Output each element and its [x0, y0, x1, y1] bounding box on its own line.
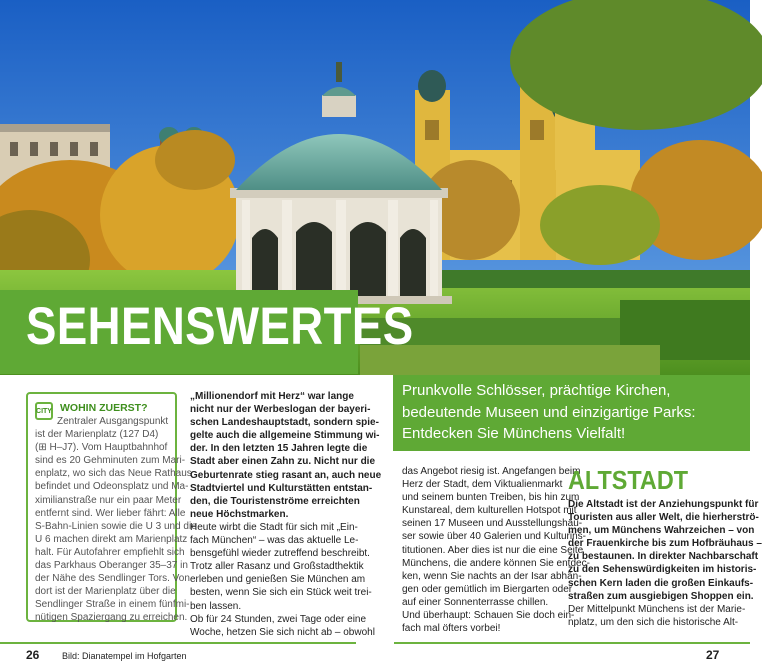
- text-line: Touristen aus aller Welt, die hierherströ-: [568, 512, 759, 524]
- text-line: und seinem bunten Treiben, bis hin zum: [402, 492, 580, 504]
- headline-line: Entdecken Sie Münchens Vielfalt!: [402, 425, 626, 442]
- altstadt-heading: ALTSTADT: [568, 465, 689, 495]
- text-line: schen Landeshauptstadt, sondern spie-: [190, 417, 379, 429]
- text-line: Und überhaupt: Schauen Sie doch ein-: [402, 610, 575, 622]
- text-line: den, die Touristenströme erreichten: [190, 495, 360, 507]
- text-line: titutionen. Aber dies ist nur die eine Seite: [402, 544, 584, 556]
- page-number-right: 27: [706, 648, 720, 662]
- text-line: nütigen Spaziergang zu erreichen.: [35, 612, 188, 624]
- text-line: Der Mittelpunkt Münchens ist der Marie-: [568, 603, 746, 615]
- continued-column: [402, 465, 590, 635]
- page-number-left: 26: [26, 648, 40, 662]
- text-line: halt. Für Autofahrer empfiehlt sich: [35, 546, 185, 558]
- text-line: bensgefühl wieder zutreffend beschreibt.: [190, 548, 370, 560]
- text-line: Stadtviertel und Kulturstätten entstan-: [190, 482, 373, 494]
- wohin-zuerst-heading: WOHIN ZUERST?: [60, 402, 148, 414]
- text-line: auf einer Sonnenterrasse chillen.: [402, 596, 549, 608]
- text-line: ser sowie über 40 Galerien und Kulturins-: [402, 531, 586, 543]
- text-line: U 6 machen direkt am Marienplatz: [35, 533, 188, 545]
- text-line: Heute wirbt die Stadt für sich mit „Ein-: [190, 521, 358, 533]
- text-line: ken, wenn Sie nachts an der Isar abhän-: [402, 570, 582, 582]
- intro-column: [190, 390, 382, 639]
- text-line: gelte auch die allgemeine Stimmung wi-: [190, 430, 380, 442]
- text-line: der Frauenkirche bis zum Hofbräuhaus –: [568, 538, 762, 550]
- text-line: zu bestaunen. In direkter Nachbarschaft: [568, 551, 759, 563]
- text-line: (⊞ H–J7). Vom Hauptbahnhof: [35, 442, 168, 454]
- text-line: schen Kern laden die großen Einkaufs-: [568, 577, 754, 589]
- headline: [402, 380, 747, 445]
- text-line: gen oder gemütlich im Biergarten oder: [402, 583, 573, 595]
- text-line: ximilianstraße nur ein paar Meter: [35, 494, 182, 506]
- headline-line: Prunkvolle Schlösser, prächtige Kirchen,: [402, 382, 671, 399]
- text-line: Zentraler Ausgangspunkt: [57, 416, 169, 427]
- text-line: Ob für 24 Stunden, zwei Tage oder eine: [190, 613, 367, 625]
- footer-line-left: [0, 642, 356, 644]
- text-line: Münchens, die andere können Sie entdec-: [402, 557, 590, 569]
- text-line: Stadt aber einen Zahn zu. Nicht nur die: [190, 456, 376, 468]
- text-line: fach mal öfters vorbei!: [402, 623, 501, 635]
- text-line: straßen zum ausgiebigen Shoppen ein.: [568, 590, 754, 602]
- text-line: „Millionendorf mit Herz“ war lange: [190, 391, 354, 402]
- text-line: ist der Marienplatz (127 D4): [35, 429, 159, 441]
- text-line: das Parkhaus Oberanger 35–37 in: [35, 560, 188, 572]
- text-line: zu den Sehenswürdigkeiten im historis-: [568, 564, 757, 576]
- text-line: seinen 17 Museen und Ausstellungshäu-: [402, 518, 583, 530]
- text-line: Herz der Stadt, dem Viktualienmarkt: [402, 479, 563, 491]
- text-line: entfernt sind. Wer lieber fährt: Alle: [35, 507, 186, 519]
- text-line: Sendlinger Straße in einem fünfmi-: [35, 599, 190, 611]
- headline-line: bedeutende Museen und einzigartige Parks:: [402, 403, 696, 421]
- wohin-zuerst-text: [35, 415, 197, 625]
- section-banner: [0, 290, 414, 374]
- text-line: befindet und Odeonsplatz und Ma-: [35, 481, 189, 493]
- text-line: neue Höchstmarken.: [190, 508, 289, 520]
- text-line: enplatz, wo sich das Neue Rathaus: [35, 468, 192, 480]
- text-line: das Angebot riesig ist. Angefangen beim: [402, 466, 581, 477]
- text-line: besten, wenn Sie sich ein Stück weit trei-: [190, 587, 372, 599]
- text-line: nplatz, um den sich die historische Alt-: [568, 616, 739, 628]
- text-line: Die Altstadt ist der Anziehungspunkt für: [568, 499, 759, 510]
- text-line: Trotz aller Rasanz und Großstadthektik: [190, 561, 364, 573]
- text-line: men, um Münchens Wahrzeichen – von: [568, 525, 755, 537]
- text-line: fach München“ – was das aktuelle Le-: [190, 535, 359, 547]
- text-line: Kunstareal, dem kulturellen Hotspot mit: [402, 505, 577, 517]
- photo-caption: Bild: Dianatempel im Hofgarten: [62, 651, 187, 661]
- text-line: der Nähe des Sendlinger Tors. Von: [35, 573, 190, 585]
- text-line: der. In den letzten 15 Jahren legte die: [190, 443, 368, 455]
- section-title: SEHENSWERTES: [26, 297, 414, 356]
- text-line: Woche, hetzen Sie sich nicht ab – obwohl: [190, 626, 375, 638]
- text-line: ben lassen.: [190, 600, 242, 612]
- text-line: erleben und genießen Sie München am: [190, 574, 366, 586]
- text-line: Geburtenrate stieg rasant an, auch neue: [190, 469, 382, 481]
- text-line: nicht nur der Werbeslogan der bayeri-: [190, 404, 371, 416]
- city-icon: CITY: [35, 402, 53, 420]
- altstadt-column: [568, 498, 762, 629]
- footer-line-right: [394, 642, 750, 644]
- text-line: dort ist der Marienplatz über die: [35, 586, 176, 598]
- text-line: sind es 20 Gehminuten zum Mari-: [35, 455, 186, 467]
- text-line: S-Bahn-Linien sowie die U 3 und die: [35, 520, 197, 532]
